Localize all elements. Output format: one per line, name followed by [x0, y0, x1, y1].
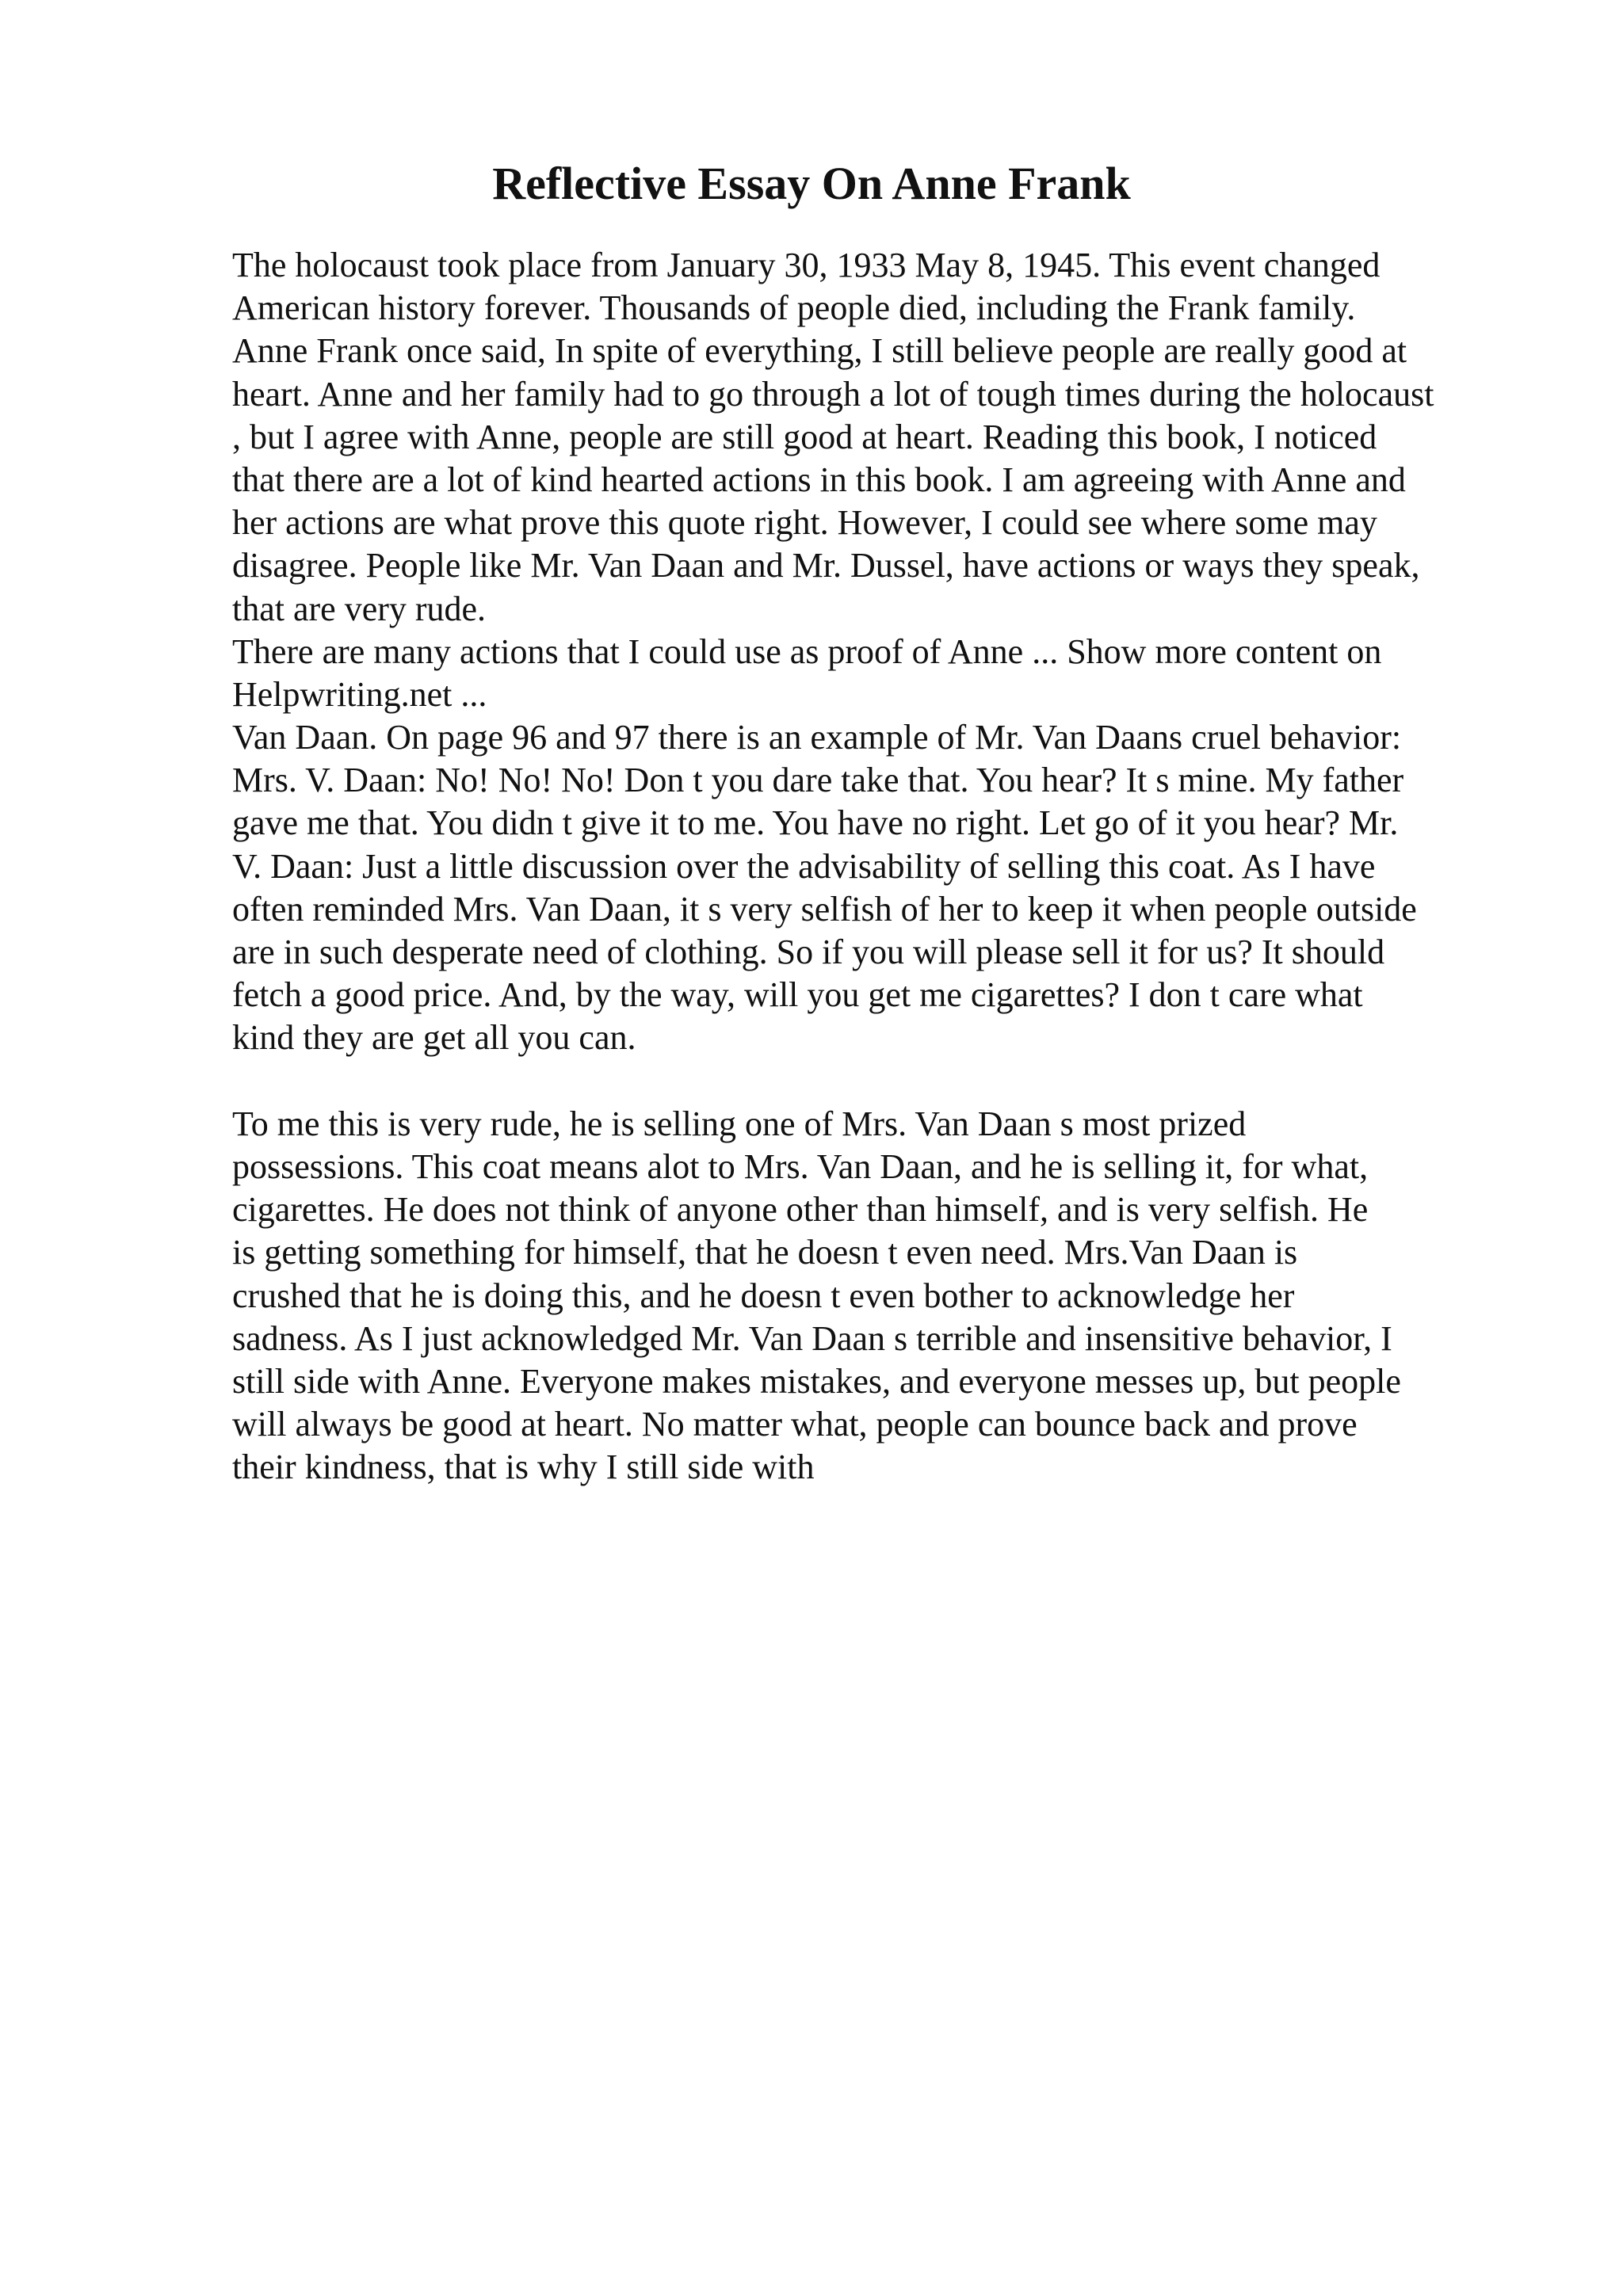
text-line: that are very rude. — [232, 589, 487, 628]
text-line: that there are a lot of kind hearted actions in this book. I am agreeing with Anne and — [232, 460, 1406, 499]
text-line: Van Daan. On page 96 and 97 there is an example of Mr. Van Daans cruel behavior: — [232, 718, 1402, 757]
text-line: fetch a good price. And, by the way, will you get me cigarettes? I don t care what — [232, 975, 1363, 1015]
text-line: V. Daan: Just a little discussion over the advisability of selling this coat. As I have — [232, 846, 1376, 886]
text-line: still side with Anne. Everyone makes mistakes, and everyone messes up, but people — [232, 1361, 1401, 1401]
paragraph-conclusion — [232, 1103, 1532, 1489]
text-line: kind they are get all you can. — [232, 1018, 636, 1058]
text-line: , but I agree with Anne, people are still good at heart. Reading this book, I noticed — [232, 417, 1377, 456]
paragraph-intro — [232, 244, 1532, 631]
paragraph-quote — [232, 716, 1532, 1060]
text-line: sadness. As I just acknowledged Mr. Van Daan s terrible and insensitive behavior, I — [232, 1318, 1392, 1358]
text-line: disagree. People like Mr. Van Daan and Mr. Dussel, have actions or ways they speak, — [232, 546, 1420, 585]
document-title: Reflective Essay On Anne Frank — [492, 158, 1131, 209]
text-line: gave me that. You didn t give it to me. You have no right. Let go of it you hear? Mr. — [232, 803, 1399, 843]
text-line: are in such desperate need of clothing. So if you will please sell it for us? It should — [232, 933, 1385, 971]
text-line: There are many actions that I could use as proof of Anne ... Show more content on — [232, 631, 1382, 671]
text-line: To me this is very rude, he is selling one of Mrs. Van Daan s most prized — [232, 1104, 1247, 1143]
text-line: her actions are what prove this quote right. However, I could see where some may — [232, 503, 1377, 543]
text-line: will always be good at heart. No matter what, people can bounce back and prove — [232, 1405, 1358, 1444]
text-line: possessions. This coat means alot to Mrs. Van Daan, and he is selling it, for what, — [232, 1146, 1369, 1186]
paragraph-gap — [232, 1060, 1532, 1103]
text-line: often reminded Mrs. Van Daan, it s very selfish of her to keep it when people outside — [232, 889, 1417, 929]
text-line: cigarettes. He does not think of anyone other than himself, and is very selfish. He — [232, 1190, 1369, 1230]
text-line: Helpwriting.net ... — [232, 674, 487, 714]
text-line: Anne Frank once said, In spite of everything, I still believe people are really good at — [232, 331, 1407, 371]
text-line: crushed that he is doing this, and he doesn t even bother to acknowledge her — [232, 1276, 1295, 1315]
text-line: American history forever. Thousands of people died, including the Frank family. — [232, 288, 1356, 328]
text-line: heart. Anne and her family had to go through a lot of tough times during the holocaust — [232, 374, 1434, 414]
text-line: Mrs. V. Daan: No! No! No! Don t you dare take that. You hear? It s mine. My father — [232, 761, 1404, 800]
text-line: is getting something for himself, that he doesn t even need. Mrs.Van Daan is — [232, 1233, 1298, 1272]
paragraph-show-more — [232, 631, 1532, 716]
text-line: The holocaust took place from January 30, 1933 May 8, 1945. This event changed — [232, 246, 1381, 284]
text-line: their kindness, that is why I still side with — [232, 1447, 815, 1487]
essay-body — [232, 244, 1532, 1489]
